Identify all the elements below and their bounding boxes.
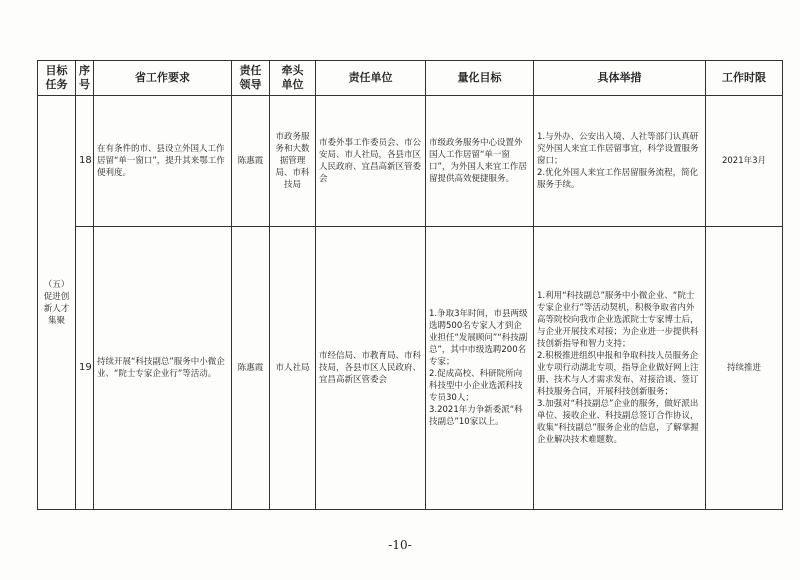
table-row (38, 96, 783, 227)
header-leader: 责任 领导 (232, 61, 270, 96)
header-lead-unit: 牵头 单位 (270, 61, 316, 96)
row-units: 市经信局、市教育局、市科技局，各县市区人民政府、宜昌高新区管委会 (316, 227, 426, 510)
header-units: 责任单位 (316, 61, 426, 96)
row-lead-unit: 市政务服务和大数据管理局、市科技局 (270, 96, 316, 227)
row-deadline: 2021年3月 (706, 96, 783, 227)
row-deadline: 持续推进 (706, 227, 783, 510)
row-requirement: 持续开展“科技副总”服务中小微企业、“院士专家企业行”等活动。 (94, 227, 232, 510)
table-row (38, 227, 783, 510)
work-table (37, 60, 783, 510)
row-leader: 陈惠霞 (232, 96, 270, 227)
row-leader: 陈惠霞 (232, 227, 270, 510)
row-requirement: 在有条件的市、县设立外国人工作居留“单一窗口”，提升其来鄂工作便利度。 (94, 96, 232, 227)
goal-task-cell: （五） 促进创 新人才 集聚 (38, 96, 76, 510)
header-row (38, 61, 783, 96)
row-measures: 1.与外办、公安出入境、人社等部门认真研究外国人来宜工作居留事宜，科学设置服务窗口； 2.优化外国人来宜工作居留服务流程，简化服务手续。 (534, 96, 706, 227)
row-target: 1.争取3年时间，市县两级选聘500名专家人才到企业担任“发展顾问”“科技副总”，其中市级选聘200名专家； 2.促成高校、科研院所向科技型中小企业选派科技专员30人； 3.2021年力争新委派“科技副总”10家以上。 (426, 227, 534, 510)
header-seq: 序 号 (76, 61, 94, 96)
row-measures: 1.利用“科技副总”服务中小微企业、“院士专家企业行”等活动契机，积极争取省内外高等院校向我市企业选派院士专家博士后，与企业开展技术对接；为企业进一步提供科技创新指导和智力支持； 2.积极推进组织申报和争取科技人员服务企业专项行动湖北专项，指导企业做好网上注册、技术与人才需求发布、对接洽谈、签订科技服务合同，开展科技创新服务； 3.加强对“科技副总”企业的服务，做好派出单位、接收企业、科技副总签订合作协议，收集“科技副总”服务企业的信息，了解掌握企业解决技术难题数。 (534, 227, 706, 510)
header-requirement: 省工作要求 (94, 61, 232, 96)
header-goal: 目标 任务 (38, 61, 76, 96)
row-target: 市级政务服务中心设置外国人工作居留“单一窗口”，为外国人来宜工作居留提供高效便捷服务。 (426, 96, 534, 227)
row-seq: 19 (76, 227, 94, 510)
row-lead-unit: 市人社局 (270, 227, 316, 510)
row-seq: 18 (76, 96, 94, 227)
row-units: 市委外事工作委员会、市公安局、市人社局，各县市区人民政府、宜昌高新区管委会 (316, 96, 426, 227)
page-number: -10- (388, 538, 412, 552)
header-measures: 具体举措 (534, 61, 706, 96)
header-target: 量化目标 (426, 61, 534, 96)
header-deadline: 工作时限 (706, 61, 783, 96)
